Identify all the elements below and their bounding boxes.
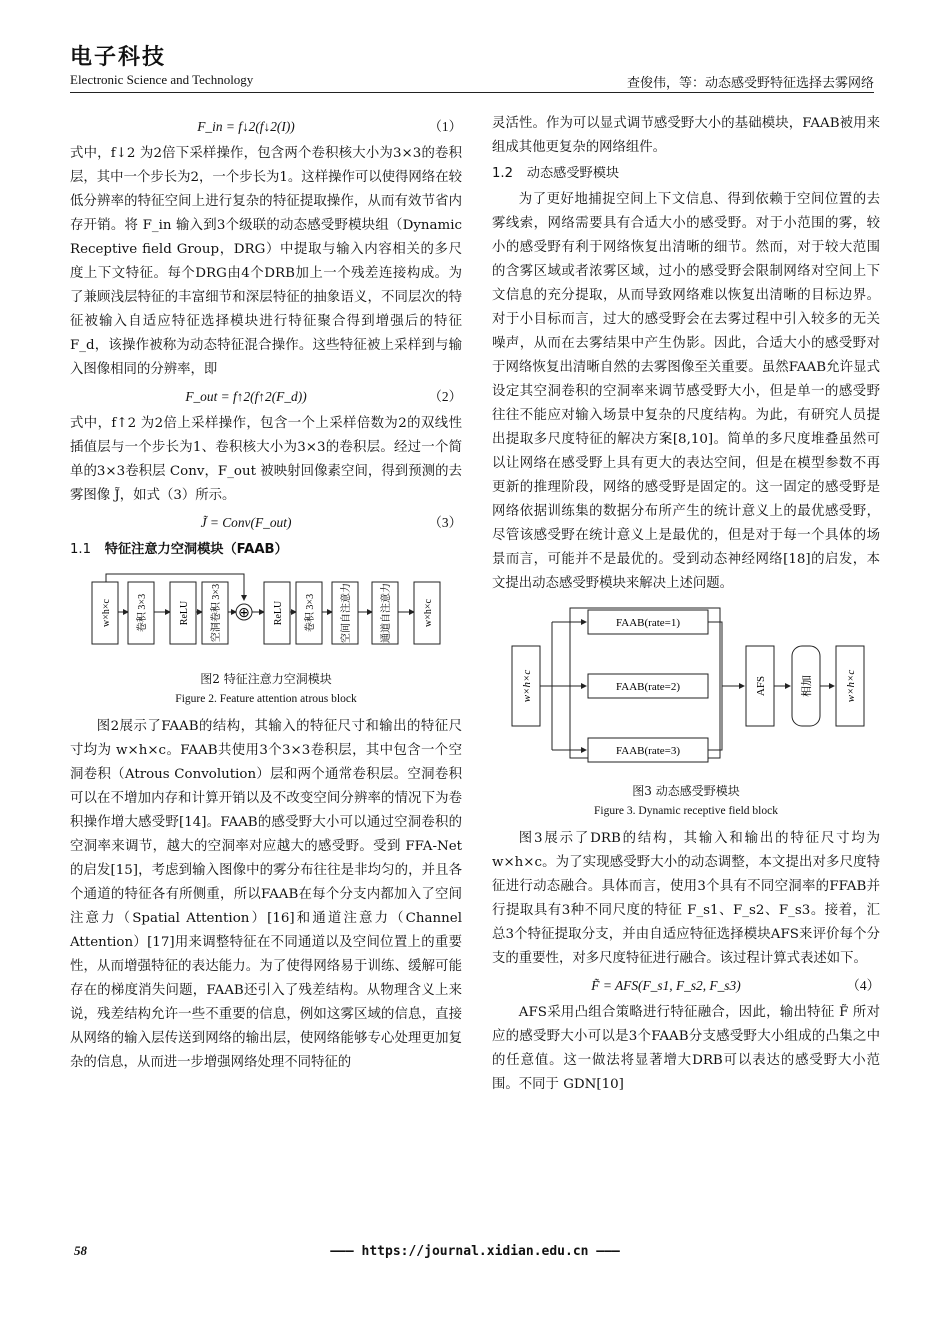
right-column (492, 112, 880, 1097)
fig2-block-label: 卷积 3×3 (137, 593, 148, 633)
figure-2-caption-zh: 图2 特征注意力空洞模块 (200, 672, 332, 686)
equation-1: F_in = f↓2(f↓2(I)) （1） (197, 119, 462, 134)
figure-3 (492, 602, 880, 821)
footer-url: ——— https://journal.xidian.edu.cn ——— (330, 1244, 620, 1259)
faab-branch-label: FAAB(rate=3) (615, 745, 681, 757)
equation-3: J̃ = Conv(F_out) （3） (200, 515, 462, 530)
fig3-diagram (492, 602, 880, 772)
equation-2: F_out = f↑2(f↑2(F_d)) （2） (185, 389, 462, 404)
plus-symbol: ⊕ (238, 606, 250, 621)
fig2-block-label: w×h×c (101, 599, 112, 627)
svg-text:相加: 相加 (801, 675, 813, 697)
fig2-block-label: 空间自注意力 (341, 583, 352, 643)
svg-text:w×h×c: w×h×c (521, 669, 533, 703)
fig2-block-label: 空洞卷积 3×3 (211, 583, 222, 643)
paragraph: 式中，f↓2 为2倍下采样操作，包含两个卷积核大小为3×3的卷积层，其中一个步长为2，一个步长为1。这样操作可以使得网络在较低分辨率的特征空间上进行复杂的特征提取操作，从而有效节省内存开销。将 F_in 输入到3个级联的动态感受野模块组（Dynamic Receptive field Group，DRG）中提取与输入内容相关的多尺度上下文特征。每个DRG由4个DRB加上一个残差连接构成。为了兼顾浅层特征的丰富细节和深层特征的抽象语义，不同层次的特征被输入自适应特征选择模块进行特征聚合得到增强后的特征 F_d，该操作被称为动态特征混合操作。这些特征被上采样到与输入图像相同的分辨率，即 (70, 146, 462, 377)
figure-2-caption-en: Figure 2. Feature attention atrous block (175, 693, 357, 705)
svg-text:AFS: AFS (755, 675, 767, 697)
section-heading-1-2: 1.2 动态感受野模块 (492, 166, 620, 181)
paragraph: 灵活性。作为可以显式调节感受野大小的基础模块，FAAB被用来组成其他更复杂的网络组件。 (492, 116, 880, 155)
figure-3-caption-zh: 图3 动态感受野模块 (632, 784, 740, 798)
fig2-diagram (70, 568, 462, 660)
running-title: 查俊伟，等：动态感受野特征选择去雾网络 (626, 76, 874, 91)
section-heading-1-1: 1.1 特征注意力空洞模块（FAAB） (70, 542, 288, 557)
figure-3-caption-en: Figure 3. Dynamic receptive field block (594, 805, 778, 817)
fig2-block-label: 卷积 3×3 (305, 593, 316, 633)
svg-text:w×h×c: w×h×c (845, 669, 857, 703)
equation-4: F̃ = AFS(F_s1, F_s2, F_s3) （4） (591, 978, 880, 993)
paragraph: 图2展示了FAAB的结构，其输入的特征尺寸和输出的特征尺寸均为 w×h×c。FAAB共使用3个3×3卷积层，其中包含一个空洞卷积（Atrous Convolution）层和两个通常卷积层。空洞卷积可以在不增加内存和计算开销以及不改变空间分辨率的情况下为卷积操作增大感受野[14]。FAAB的感受野大小可以通过空洞卷积的空洞率来调节，越大的空洞率对应越大的感受野。受到 FFA-Net 的启发[15]，考虑到输入图像中的雾分布往往是非均匀的，并且各个通道的特征各有所侧重，所以FAAB在每个分支内都加入了空间注意力（Spatial Attention）[16]和通道注意力（Channel Attention）[17]用来调整特征在不同通道以及空间位置上的重要性，从而增强特征的表达能力。为了使得网络易于训练、缓解可能存在的梯度消失问题，FAAB还引入了残差结构。从物理含义上来说，残差结构允许一些不重要的信息，例如这雾区域的信息，直接从网络的输入层传送到网络的输出层，使网络能够专心处理更加复杂的信息，从而进一步增强网络处理不同特征的 (70, 719, 462, 1070)
fig2-block-label: ReLU (273, 600, 284, 626)
page-number: 58 (74, 1243, 87, 1258)
figure-2 (70, 568, 462, 709)
faab-branch-label: FAAB(rate=1) (615, 617, 681, 629)
fig2-block-label: 通道自注意力 (381, 583, 392, 643)
journal-name-en: Electronic Science and Technology (70, 72, 254, 87)
paragraph: 为了更好地捕捉空间上下文信息、得到依赖于空间位置的去雾线索，网络需要具有合适大小的感受野。对于小范围的雾，较小的感受野有利于网络恢复出清晰的细节。然而，对于较大范围的含雾区域或者浓雾区域，过小的感受野会限制网络对空间上下文信息的充分提取，从而导致网络难以恢复出清晰的目标边界。对于小目标而言，过大的感受野会在去雾过程中引入较多的无关噪声，从而在去雾结果中产生伪影。因此，合适大小的感受野对于网络恢复出清晰自然的去雾图像至关重要。虽然FAAB允许显式设定其空洞卷积的空洞率来调节感受野大小，但是单一的感受野往往不能应对输入场景中复杂的尺度结构。为此，有研究人员提出提取多尺度特征的解决方案[8,10]。简单的多尺度堆叠虽然可以让网络在感受野上具有更大的表达空间，但是在模型参数不再更新的推理阶段，网络的感受野是固定的。这一固定的感受野是网络依据训练集的数据分布所产生的统计意义上的最优感受野，尽管该感受野在统计意义上是最优的，但是对于每一个具体的场景而言，可能并不是最优的。受到动态神经网络[18]的启发，本文提出动态感受野模块来解决上述问题。 (492, 192, 880, 591)
paragraph: 图3展示了DRB的结构，其输入和输出的特征尺寸均为 w×h×c。为了实现感受野大小的动态调整，本文提出对多尺度特征进行动态融合。具体而言，使用3个具有不同空洞率的FFAB并行提取具有3种不同尺度的特征 F_s1、F_s2、F_s3。接着，汇总3个特征提取分支，并由自适应特征选择模块AFS来评价每个分支的重要性，对多尺度特征进行融合。该过程计算式表述如下。 (492, 831, 880, 966)
fig2-block-label: ReLU (179, 600, 190, 626)
fig2-block-label: w×h×c (423, 599, 434, 627)
paragraph: AFS采用凸组合策略进行特征融合，因此，输出特征 F̃ 所对应的感受野大小可以是3个FAAB分支感受野大小组成的凸集之中的任意值。这一做法将显著增大DRB可以表达的感受野大小范围。不同于 GDN[10] (492, 1005, 880, 1092)
faab-branch-label: FAAB(rate=2) (615, 681, 681, 693)
header-rule (70, 92, 874, 93)
journal-logo: 电子科技 (70, 44, 167, 70)
left-column (70, 112, 462, 1075)
paragraph: 式中，f↑2 为2倍上采样操作，包含一个上采样倍数为2的双线性插值层与一个步长为1、卷积核大小为3×3的卷积层。经过一个简单的3×3卷积层 Conv，F_out 被映射回像素空间，得到预测的去雾图像 J̃，如式（3）所示。 (70, 416, 462, 503)
